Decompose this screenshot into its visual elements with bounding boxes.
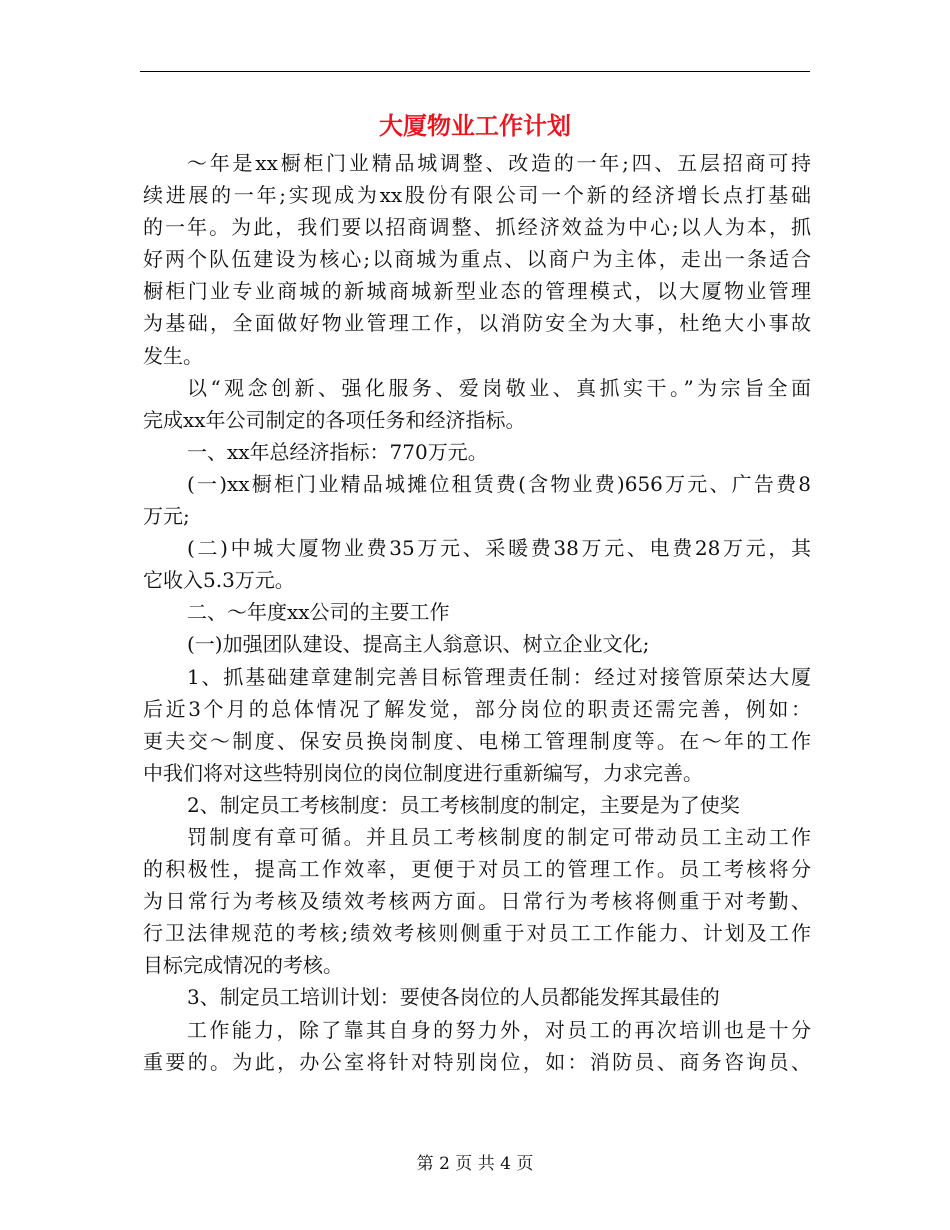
body-line: (一)xx橱柜门业精品城摊位租赁费(含物业费)656万元、广告费8 [187, 471, 811, 496]
body-line: 发生。 [143, 343, 203, 368]
body-line: 3、制定员工培训计划：要使各岗位的人员都能发挥其最佳的 [187, 985, 720, 1010]
body-line: 1、抓基础建章建制完善目标管理责任制：经过对接管原荣达大厦 [187, 664, 811, 689]
body-line: 更夫交～制度、保安员换岗制度、电梯工管理制度等。在～年的工作 [143, 728, 811, 753]
body-line: 一、xx年总经济指标：770万元。 [187, 439, 488, 464]
document-title: 大厦物业工作计划 [379, 111, 571, 140]
body-line: 为基础，全面做好物业管理工作，以消防安全为大事，杜绝大小事故 [143, 311, 811, 336]
body-line: 万元; [143, 504, 190, 529]
body-line: 工作能力，除了靠其自身的努力外，对员工的再次培训也是十分 [187, 1017, 811, 1042]
body-line: ～年是xx橱柜门业精品城调整、改造的一年;四、五层招商可持 [187, 151, 811, 175]
body-line: 续进展的一年;实现成为xx股份有限公司一个新的经济增长点打基础 [143, 183, 811, 208]
body-line: 的积极性，提高工作效率，更便于对员工的管理工作。员工考核将分 [143, 857, 811, 882]
body-line: 重要的。为此，办公室将针对特别岗位，如：消防员、商务咨询员、 [143, 1049, 811, 1074]
page-footer: 第 2 页 共 4 页 [416, 1154, 534, 1174]
body-line: 中我们将对这些特别岗位的岗位制度进行重新编写，力求完善。 [143, 760, 703, 785]
body-line: 的一年。为此，我们要以招商调整、抓经济效益为中心;以人为本，抓 [143, 215, 811, 240]
body-line: 以“观念创新、强化服务、爱岗敬业、真抓实干。”为宗旨全面 [187, 375, 811, 400]
body-line: 为日常行为考核及绩效考核两方面。日常行为考核将侧重于对考勤、 [143, 889, 811, 914]
body-line: 二、～年度xx公司的主要工作 [187, 600, 450, 625]
body-line: 橱柜门业专业商城的新城商城新型业态的管理模式，以大厦物业管理 [143, 279, 811, 304]
body-line: 罚制度有章可循。并且员工考核制度的制定可带动员工主动工作 [187, 824, 811, 849]
body-line: 好两个队伍建设为核心;以商城为重点、以商户为主体，走出一条适合 [143, 247, 811, 272]
body-line: 它收入5.3万元。 [143, 568, 295, 593]
body-line: (二)中城大厦物业费35万元、采暖费38万元、电费28万元，其 [187, 536, 811, 561]
body-line: 2、制定员工考核制度：员工考核制度的制定，主要是为了使奖 [187, 792, 740, 817]
header-rule [140, 71, 810, 72]
body-line: (一)加强团队建设、提高主人翁意识、树立企业文化; [187, 632, 650, 657]
body-line: 目标完成情况的考核。 [143, 953, 343, 978]
body-line: 完成xx年公司制定的各项任务和经济指标。 [143, 407, 526, 432]
document-body [143, 147, 811, 1078]
body-line: 行卫法律规范的考核;绩效考核则侧重于对员工工作能力、计划及工作 [143, 921, 811, 946]
body-line: 后近3个月的总体情况了解发觉，部分岗位的职责还需完善，例如： [143, 696, 811, 721]
